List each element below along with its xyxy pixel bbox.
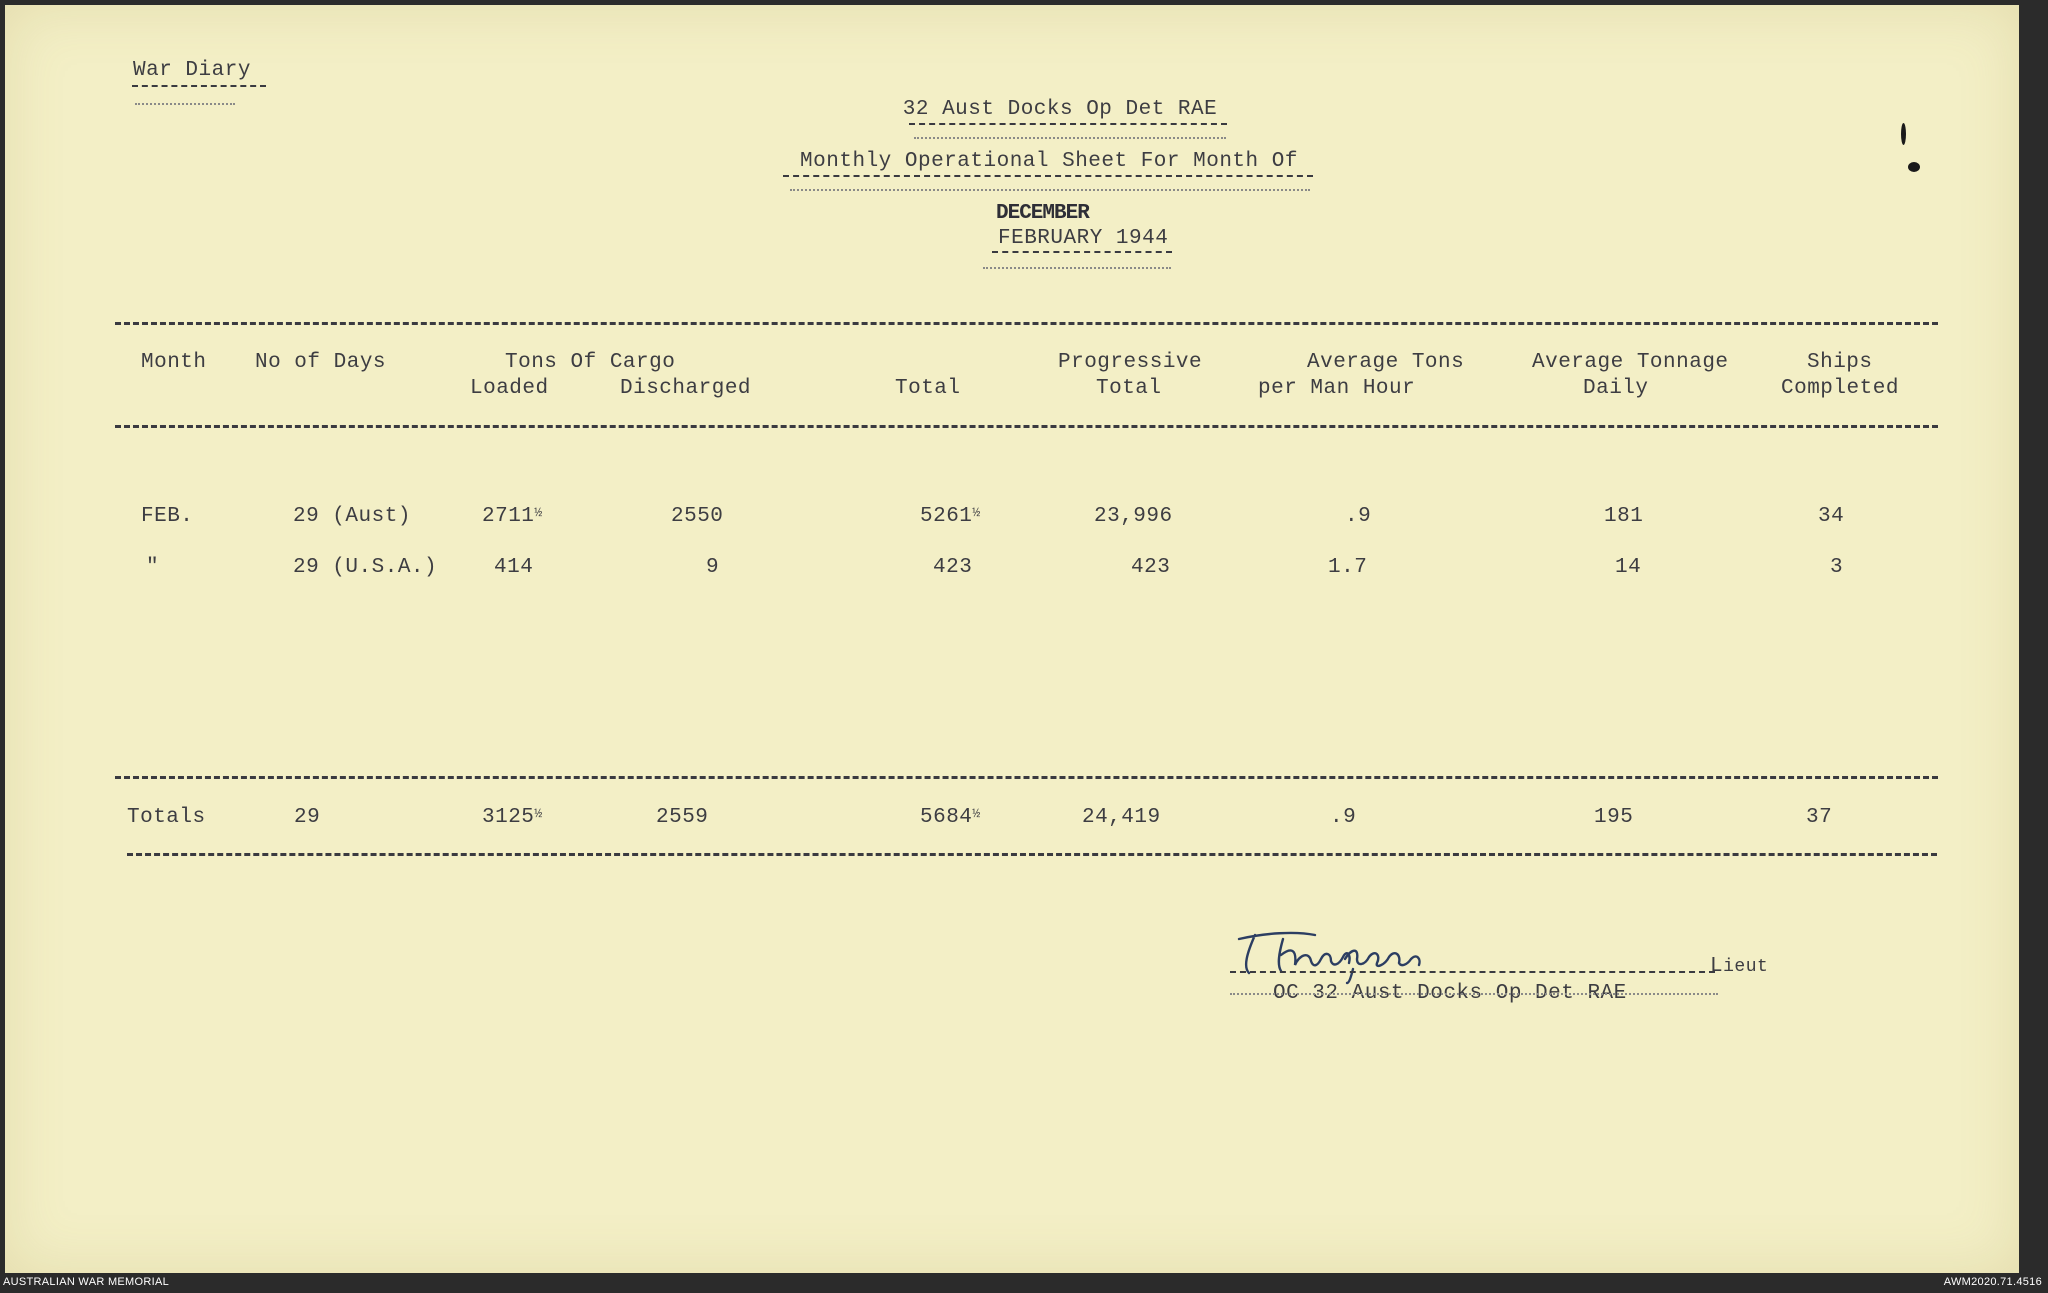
totals-days: 29	[294, 806, 321, 829]
cell-avg-tons: 1.7	[1328, 556, 1368, 579]
cell-month: FEB.	[141, 505, 194, 528]
cell-discharged: 9	[706, 556, 720, 579]
col-header-daily: Daily	[1583, 377, 1649, 400]
cell-avg-tonnage: 181	[1604, 505, 1644, 528]
col-header-loaded: Loaded	[470, 377, 549, 400]
totals-avg-tons: .9	[1330, 806, 1357, 829]
cell-days: 29 (U.S.A.)	[293, 556, 438, 579]
col-header-month: Month	[141, 351, 207, 374]
totals-top-rule	[115, 776, 1938, 779]
punch-hole-mark	[1901, 123, 1906, 145]
totals-label: Totals	[127, 806, 206, 829]
col-header-days: No of Days	[255, 351, 387, 374]
cell-month: "	[146, 556, 160, 579]
cell-progressive: 23,996	[1094, 505, 1173, 528]
document-page	[5, 5, 2019, 1273]
report-month-underline	[992, 251, 1172, 253]
cell-discharged: 2550	[671, 505, 724, 528]
totals-bottom-rule	[127, 853, 1937, 856]
report-month-dotted-rule	[983, 267, 1171, 269]
totals-avg-tonnage: 195	[1594, 806, 1634, 829]
col-header-progressive: Progressive	[1058, 351, 1203, 374]
punch-hole-mark	[1908, 162, 1920, 172]
unit-heading-underline	[909, 123, 1227, 125]
cell-total: 423	[933, 556, 973, 579]
sheet-title-dotted-rule	[790, 189, 1310, 191]
signatory-dotted-rule	[1230, 993, 1718, 995]
cell-total-fraction: ½	[972, 505, 981, 520]
col-header-discharged: Discharged	[620, 377, 752, 400]
cell-progressive: 423	[1131, 556, 1171, 579]
cell-ships: 34	[1818, 505, 1845, 528]
totals-discharged: 2559	[656, 806, 709, 829]
col-header-average-tonnage: Average Tonnage	[1532, 351, 1729, 374]
cell-days: 29 (Aust)	[293, 505, 411, 528]
totals-total: $5684^{\frac{1}{2}}$	[920, 806, 981, 829]
handwritten-signature	[1225, 925, 1485, 985]
signatory-rank: Lieut	[1710, 955, 1769, 978]
file-label-underline	[132, 85, 266, 87]
sheet-title: Monthly Operational Sheet For Month Of	[800, 150, 1298, 173]
col-header-total: Total	[895, 377, 961, 400]
col-header-ships: Ships	[1807, 351, 1873, 374]
cell-avg-tonnage: 14	[1615, 556, 1642, 579]
col-header-per-man-hour: per Man Hour	[1258, 377, 1416, 400]
cell-ships: 3	[1830, 556, 1844, 579]
report-month: FEBRUARY 1944	[998, 227, 1169, 250]
col-header-progressive-total: Total	[1096, 377, 1162, 400]
cell-avg-tons: .9	[1345, 505, 1372, 528]
col-header-average-tons: Average Tons	[1307, 351, 1465, 374]
cell-loaded-fraction: ½	[534, 505, 543, 520]
totals-loaded: $3125^{\frac{1}{2}}$	[482, 806, 543, 829]
sheet-title-underline	[783, 175, 1313, 177]
col-header-cargo-group: Tons Of Cargo	[505, 351, 676, 374]
totals-ships: 37	[1806, 806, 1833, 829]
unit-heading-dotted-rule	[914, 137, 1226, 139]
faint-dotted-mark	[135, 103, 235, 105]
archive-reference: AWM2020.71.4516	[1943, 1276, 2042, 1288]
cell-loaded: $2711^{\frac{1}{2}}$	[482, 505, 543, 528]
signature-line	[1230, 971, 1715, 973]
archive-credit: AUSTRALIAN WAR MEMORIAL	[3, 1276, 170, 1288]
totals-progressive: 24,419	[1082, 806, 1161, 829]
signatory-title: OC 32 Aust Docks Op Det RAE	[1273, 982, 1627, 1005]
cell-loaded: 414	[494, 556, 534, 579]
file-label: War Diary	[133, 59, 251, 82]
unit-heading: 32 Aust Docks Op Det RAE	[902, 98, 1218, 121]
cell-total: $5261^{\frac{1}{2}}$	[920, 505, 981, 528]
struck-out-month: DECEMBER	[996, 202, 1089, 225]
header-bottom-rule	[115, 425, 1938, 428]
table-top-rule	[115, 322, 1938, 325]
col-header-completed: Completed	[1781, 377, 1899, 400]
